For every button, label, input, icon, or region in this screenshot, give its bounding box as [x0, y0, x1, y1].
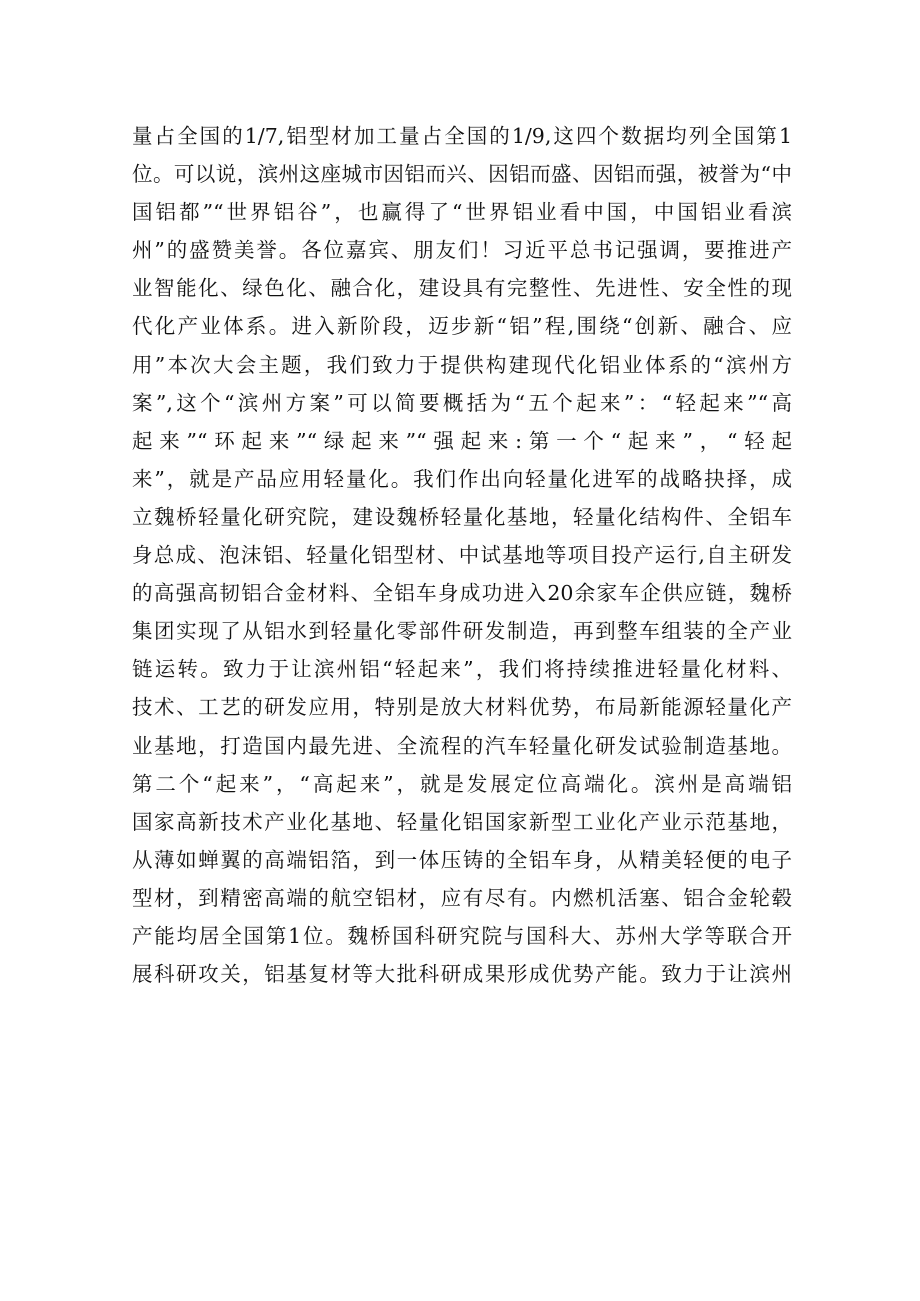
text-line: 业智能化、绿色化、融合化，建设具有完整性、先进性、安全性的现 [132, 276, 792, 301]
text-line: 国铝都”“世界铝谷”，也赢得了“世界铝业看中国，中国铝业看滨 [132, 200, 792, 225]
text-line: 立魏桥轻量化研究院，建设魏桥轻量化基地，轻量化结构件、全铝车 [132, 504, 792, 529]
text-line: 代化产业体系。进入新阶段，迈步新“铝”程,围绕“创新、融合、应 [132, 314, 792, 339]
text-line: 起来”“环起来”“绿起来”“强起来:第一个“起来”，“轻起 [132, 428, 792, 453]
text-line: 量占全国的1/7,铝型材加工量占全国的1/9,这四个数据均列全国第1 [132, 124, 792, 148]
text-line: 位。可以说，滨州这座城市因铝而兴、因铝而盛、因铝而强，被誉为“中 [132, 162, 792, 187]
text-line: 身总成、泡沫铝、轻量化铝型材、中试基地等项目投产运行,自主研发 [132, 543, 792, 568]
text-line: 用”本次大会主题，我们致力于提供构建现代化铝业体系的“滨州方 [132, 352, 792, 377]
text-line: 州”的盛赞美誉。各位嘉宾、朋友们！习近平总书记强调，要推进产 [132, 238, 792, 263]
text-line: 从薄如蝉翼的高端铝箔，到一体压铸的全铝车身，从精美轻便的电子 [132, 847, 792, 872]
body-paragraph [132, 117, 792, 993]
text-line: 产能均居全国第1位。魏桥国科研究院与国科大、苏州大学等联合开 [132, 923, 792, 948]
text-line: 业基地，打造国内最先进、全流程的汽车轻量化研发试验制造基地。 [132, 733, 792, 758]
text-line: 链运转。致力于让滨州铝“轻起来”，我们将持续推进轻量化材料、 [132, 657, 792, 682]
text-line: 集团实现了从铝水到轻量化零部件研发制造，再到整车组装的全产业 [132, 619, 792, 644]
text-line: 的高强高韧铝合金材料、全铝车身成功进入20余家车企供应链，魏桥 [132, 581, 792, 606]
text-line: 型材，到精密高端的航空铝材，应有尽有。内燃机活塞、铝合金轮毂 [132, 885, 792, 910]
text-line: 国家高新技术产业化基地、轻量化铝国家新型工业化产业示范基地， [132, 809, 792, 834]
text-line: 展科研攻关，铝基复材等大批科研成果形成优势产能。致力于让滨州 [132, 962, 792, 987]
text-line: 来”，就是产品应用轻量化。我们作出向轻量化进军的战略抉择，成 [132, 466, 792, 491]
text-line: 案”,这个“滨州方案”可以简要概括为“五个起来”：“轻起来”“高 [132, 390, 792, 415]
text-line: 技术、工艺的研发应用，特别是放大材料优势，布局新能源轻量化产 [132, 695, 792, 720]
text-line: 第二个“起来”，“高起来”，就是发展定位高端化。滨州是高端铝 [132, 771, 792, 796]
